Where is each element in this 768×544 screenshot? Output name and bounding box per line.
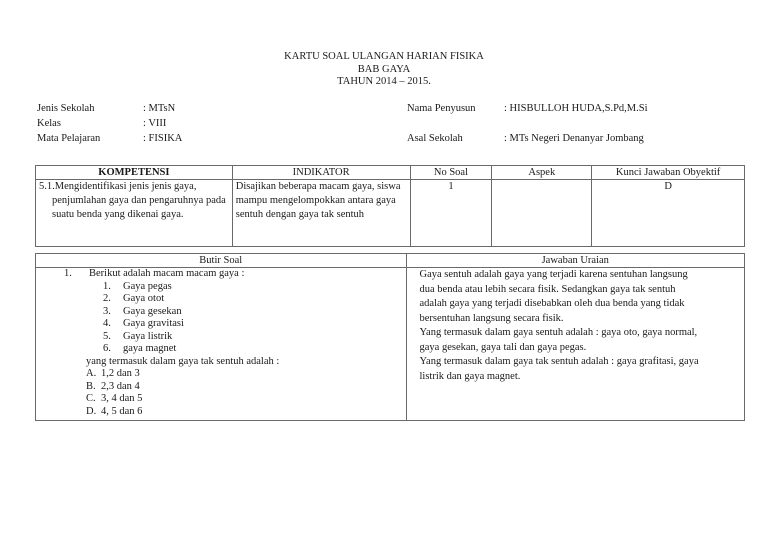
- option-letter: B.: [86, 380, 96, 392]
- question-prompt: yang termasuk dalam gaya tak sentuh adalah :: [86, 355, 280, 367]
- answer-option-c: [36, 393, 406, 406]
- item-text: Gaya gesekan: [123, 305, 182, 317]
- competency-table: [35, 165, 745, 247]
- item-text: Gaya otot: [123, 293, 165, 304]
- table-row: [36, 268, 745, 421]
- meta-label: Mata Pelajaran: [37, 133, 101, 144]
- meta-row-author: [407, 101, 648, 120]
- meta-label: Jenis Sekolah: [37, 103, 95, 114]
- document-title: [0, 51, 768, 89]
- cell-kunci: D: [592, 180, 745, 247]
- cell-aspek: [492, 180, 592, 247]
- competency-header-row: [36, 166, 745, 180]
- meta-value: : FISIKA: [143, 133, 183, 144]
- item-text: Gaya pegas: [123, 280, 172, 292]
- meta-label: Asal Sekolah: [407, 133, 463, 144]
- header-kompetensi: KOMPETENSI: [36, 166, 233, 180]
- option-letter: D.: [86, 405, 97, 417]
- option-letter: C.: [86, 393, 96, 404]
- answer-line: Gaya sentuh adalah gaya yang terjadi karena sentuhan langsung: [419, 269, 688, 280]
- meta-value: : MTsN: [143, 103, 176, 114]
- header-butir-soal: Butir Soal: [36, 254, 407, 268]
- item-text: Gaya listrik: [123, 330, 173, 342]
- answer-option-a: [36, 368, 406, 381]
- item-number: 5.: [103, 330, 111, 342]
- cell-question: [36, 268, 407, 421]
- list-item: [36, 318, 406, 331]
- question-table: [35, 253, 745, 421]
- cell-indikator: Disajikan beberapa macam gaya, siswa mampu mengelompokkan antara gaya sentuh dengan gaya tak sentuh: [232, 180, 410, 247]
- option-text: 3, 4 dan 5: [101, 393, 143, 404]
- cell-essay-answer: [406, 268, 745, 421]
- item-number: 2.: [103, 293, 111, 304]
- option-text: 4, 5 dan 6: [101, 405, 143, 417]
- meta-row-school-type: [37, 101, 182, 116]
- header-kunci: Kunci Jawaban Obyektif: [592, 166, 745, 180]
- cell-no-soal: 1: [410, 180, 492, 247]
- list-item: [36, 331, 406, 344]
- item-number: 4.: [103, 318, 111, 329]
- header-jawaban-uraian: Jawaban Uraian: [406, 254, 745, 268]
- answer-line: Yang termasuk dalam gaya tak sentuh adalah : gaya grafitasi, gaya: [419, 356, 699, 367]
- table-row: [36, 180, 745, 247]
- option-text: 2,3 dan 4: [101, 380, 140, 392]
- list-item: [36, 343, 406, 356]
- option-letter: A.: [86, 368, 97, 379]
- header-no-soal: No Soal: [410, 166, 492, 180]
- list-item: [36, 293, 406, 306]
- title-line-3: TAHUN 2014 – 2015.: [337, 76, 431, 87]
- answer-line: gaya gesekan, gaya tali dan gaya pegas.: [419, 341, 587, 353]
- title-line-2: BAB GAYA: [357, 63, 411, 75]
- meta-row-subject: [37, 131, 182, 146]
- header-indikator: INDIKATOR: [232, 166, 410, 180]
- meta-label: Nama Penyusun: [407, 103, 476, 114]
- meta-label: Kelas: [37, 118, 61, 129]
- answer-line: bersentuhan langsung secara fisik.: [419, 312, 564, 324]
- option-text: 1,2 dan 3: [101, 368, 140, 379]
- item-number: 3.: [103, 305, 111, 317]
- cell-kompetensi: 5.1.Mengidentifikasi jenis jenis gaya, penjumlahan gaya dan pengaruhnya pada suatu benda yang dikenai gaya.: [36, 180, 233, 247]
- title-line-1: KARTU SOAL ULANGAN HARIAN FISIKA: [284, 51, 484, 62]
- answer-option-d: [36, 406, 406, 419]
- answer-option-b: [36, 381, 406, 394]
- question-header-row: [36, 254, 745, 268]
- answer-line: Yang termasuk dalam gaya sentuh adalah : gaya oto, gaya normal,: [419, 327, 698, 338]
- school-info: [37, 101, 182, 146]
- question-number: 1.: [64, 268, 72, 279]
- item-text: gaya magnet: [123, 343, 177, 354]
- meta-value: : VIII: [143, 118, 167, 129]
- answer-line: listrik dan gaya magnet.: [419, 370, 521, 382]
- answer-line: adalah gaya yang terjadi disebabkan oleh dua benda yang tidak: [419, 298, 685, 309]
- meta-row-origin-school: [407, 131, 648, 146]
- item-text: Gaya gravitasi: [123, 318, 184, 329]
- question-stem: [36, 268, 406, 281]
- author-info: [407, 101, 648, 146]
- question-stem-text: Berikut adalah macam macam gaya :: [89, 268, 245, 279]
- answer-line: dua benda atau lebih secara fisik. Sedangkan gaya tak sentuh: [419, 283, 676, 295]
- meta-value: : MTs Negeri Denanyar Jombang: [504, 133, 644, 144]
- header-aspek: Aspek: [492, 166, 592, 180]
- list-item: [36, 281, 406, 294]
- meta-row-class: [37, 116, 182, 131]
- meta-value: : HISBULLOH HUDA,S.Pd,M.Si: [504, 103, 648, 114]
- list-item: [36, 306, 406, 319]
- item-number: 1.: [103, 280, 111, 292]
- item-number: 6.: [103, 343, 111, 354]
